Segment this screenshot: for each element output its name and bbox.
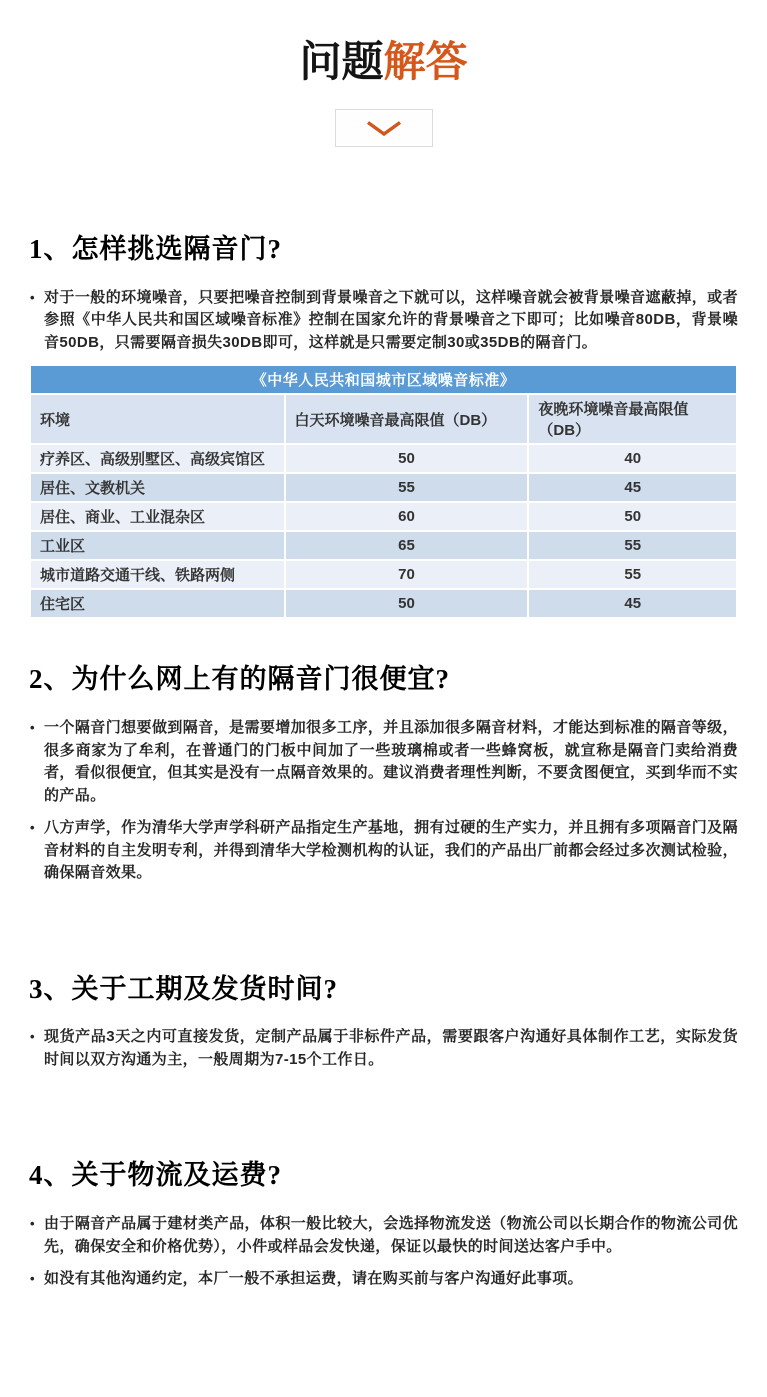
page-header [0,0,767,147]
cell-day: 60 [285,502,529,531]
answer-bullet: • 对于一般的环境噪音，只要把噪音控制到背景噪音之下就可以，这样噪音就会被背景噪音遮蔽掉，或者参照《中华人民共和国区域噪音标准》控制在国家允许的背景噪音之下即可；比如噪音80DB，背景噪音50DB，只需要隔音损失30DB即可，这样就是只需要定制30或35DB的隔音门。 [29,287,738,355]
question-heading-4: 4、关于物流及运费? [29,1160,282,1191]
faq-section-2 [29,663,738,884]
table-row [30,444,737,473]
cell-night: 50 [528,502,737,531]
faq-section-4 [29,1159,738,1290]
faq-content [0,233,767,1291]
cell-day: 55 [285,473,529,502]
cell-env: 工业区 [30,531,285,560]
cell-env: 住宅区 [30,589,285,618]
cell-day: 50 [285,589,529,618]
column-header-day: 白天环境噪音最高限值（DB） [285,394,529,444]
column-header-env: 环境 [30,394,285,444]
answer-bullet: • 如没有其他沟通约定，本厂一般不承担运费，请在购买前与客户沟通好此事项。 [29,1268,738,1291]
expand-button[interactable] [335,109,433,147]
cell-env: 城市道路交通干线、铁路两侧 [30,560,285,589]
table-title-row [30,365,737,394]
table-row [30,531,737,560]
question-heading-2: 2、为什么网上有的隔音门很便宜? [29,664,450,695]
cell-night: 55 [528,531,737,560]
table-row [30,560,737,589]
page-title-accent: 解答 [383,38,468,85]
faq-section-3 [29,973,738,1072]
cell-env: 居住、文教机关 [30,473,285,502]
answer-list-2 [29,717,738,885]
answer-bullet: • 由于隔音产品属于建材类产品，体积一般比较大，会选择物流发送（物流公司以长期合作的物流公司优先，确保安全和价格优势），小件或样品会发快递，保证以最快的时间送达客户手中。 [29,1213,738,1258]
table-row [30,502,737,531]
cell-env: 疗养区、高级别墅区、高级宾馆区 [30,444,285,473]
chevron-down-icon [365,120,403,137]
cell-day: 70 [285,560,529,589]
page-title [0,40,767,84]
cell-day: 65 [285,531,529,560]
page-title-primary: 问题 [299,38,384,85]
answer-list-3 [29,1026,738,1071]
answer-list-4 [29,1213,738,1291]
answer-list-1 [29,287,738,355]
cell-night: 45 [528,473,737,502]
cell-day: 50 [285,444,529,473]
cell-night: 40 [528,444,737,473]
cell-night: 55 [528,560,737,589]
cell-env: 居住、商业、工业混杂区 [30,502,285,531]
faq-section-1 [29,233,738,619]
table-row [30,473,737,502]
table-row [30,589,737,618]
question-heading-1: 1、怎样挑选隔音门? [29,234,282,265]
answer-bullet: • 现货产品3天之内可直接发货，定制产品属于非标件产品，需要跟客户沟通好具体制作工艺，实际发货时间以双方沟通为主，一般周期为7-15个工作日。 [29,1026,738,1071]
column-header-night: 夜晚环境噪音最高限值（DB） [528,394,737,444]
answer-bullet: • 一个隔音门想要做到隔音，是需要增加很多工序，并且添加很多隔音材料，才能达到标准的隔音等级，很多商家为了牟利，在普通门的门板中间加了一些玻璃棉或者一些蜂窝板，就宣称是隔音门卖给消费者，看似很便宜，但其实是没有一点隔音效果的。建议消费者理性判断，不要贪图便宜，买到华而不实的产品。 [29,717,738,807]
cell-night: 45 [528,589,737,618]
noise-standards-table [29,364,738,619]
table-header-row [30,394,737,444]
question-heading-3: 3、关于工期及发货时间? [29,973,338,1004]
table-title: 《中华人民共和国城市区域噪音标准》 [30,365,737,394]
answer-bullet: • 八方声学，作为清华大学声学科研产品指定生产基地，拥有过硬的生产实力，并且拥有多项隔音门及隔音材料的自主发明专利，并得到清华大学检测机构的认证，我们的产品出厂前都会经过多次测试检验，确保隔音效果。 [29,817,738,885]
